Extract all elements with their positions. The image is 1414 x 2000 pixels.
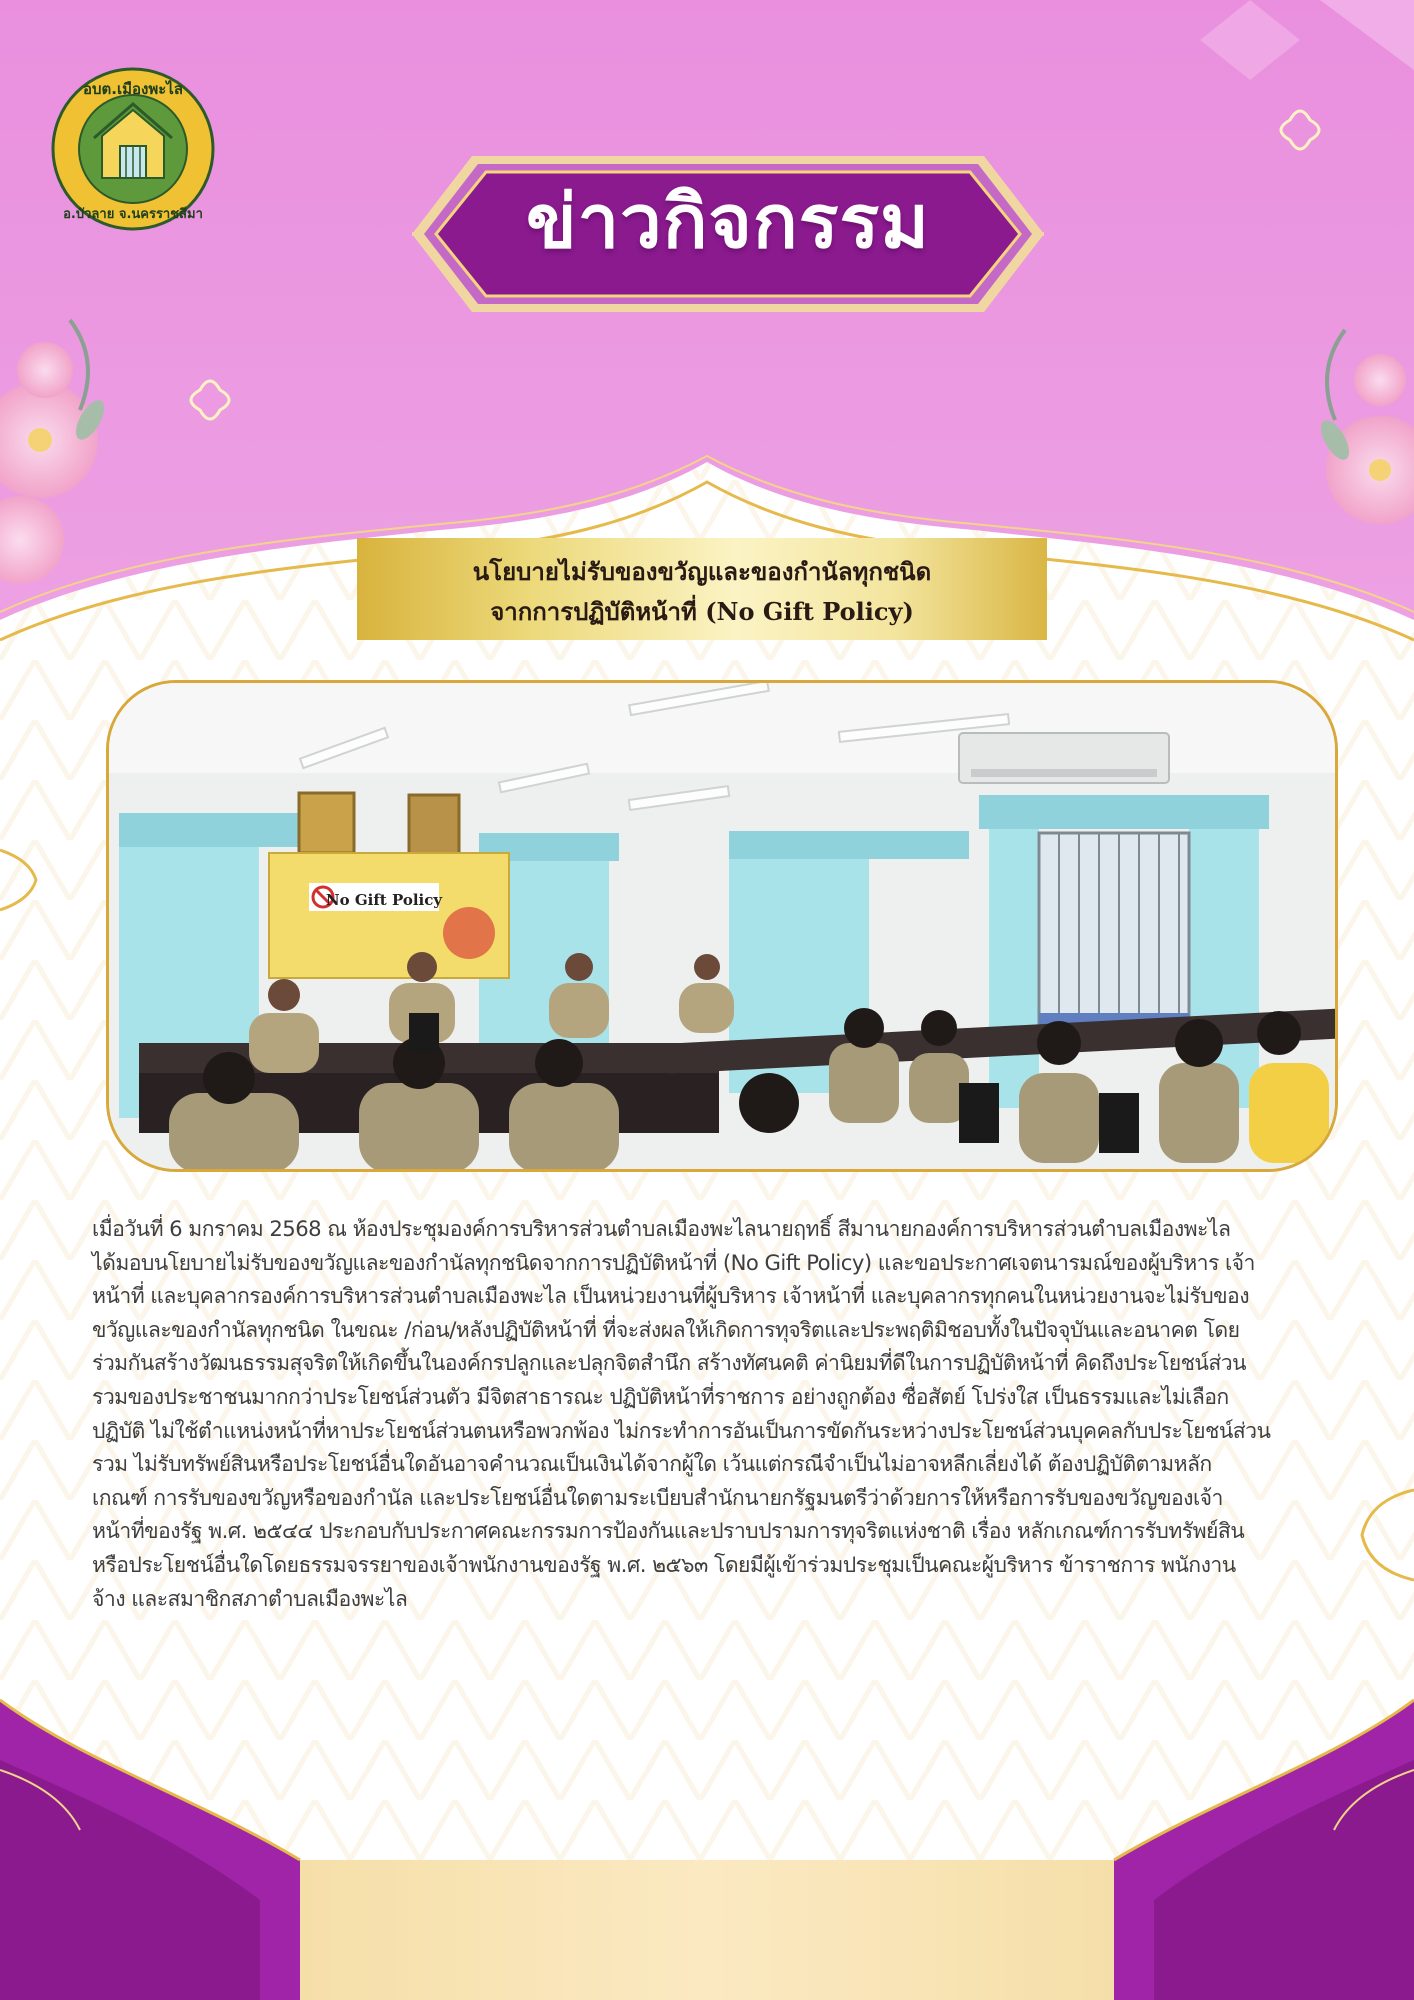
article-line: หน้าที่ และบุคลากรองค์การบริหารส่วนตำบลเมืองพะไล เป็นหน่วยงานที่ผู้บริหาร เจ้าหน้าที่ และบุคลากรทุกคนในหน่วยงานจะไม่รับของ <box>92 1283 1250 1309</box>
meeting-photo <box>106 680 1338 1172</box>
article-line: หน้าที่ของรัฐ พ.ศ. ๒๕๔๔ ประกอบกับประกาศคณะกรรมการป้องกันและปราบปรามการทุจริตแห่งชาติ เรื่อง หลักเกณฑ์การรับทรัพย์สิน <box>92 1518 1245 1544</box>
meeting-room-illustration <box>109 683 1335 1169</box>
article-line: ขวัญและของกำนัลทุกชนิด ในขณะ /ก่อน/หลังปฏิบัติหน้าที่ ที่จะส่งผลให้เกิดการทุจริตและประพฤติมิชอบทั้งในปัจจุบันและอนาคต โดย <box>92 1316 1240 1342</box>
subtitle-line-2: จากการปฏิบัติหน้าที่ (No Gift Policy) <box>490 597 914 626</box>
article-line: หรือประโยชน์อื่นใดโดยธรรมจรรยาของเจ้าพนักงานของรัฐ พ.ศ. ๒๕๖๓ โดยมีผู้เข้าร่วมประชุมเป็นคณะผู้บริหาร ข้าราชการ พนักงาน <box>92 1551 1236 1577</box>
article-line: รวมของประชาชนมากกว่าประโยชน์ส่วนตัว มีจิตสาธารณะ ปฏิบัติหน้าที่ราชการ อย่างถูกต้อง ซื่อสัตย์ โปร่งใส เป็นธรรมและไม่เลือก <box>92 1383 1229 1409</box>
logo-top-text: อบต.เมืองพะไล <box>83 80 183 98</box>
photo-banner-text: No Gift Policy <box>325 891 443 909</box>
subtitle-line-1: นโยบายไม่รับของขวัญและของกำนัลทุกชนิด <box>472 557 932 586</box>
page-title: ข่าวกิจกรรม <box>526 179 930 265</box>
article-body <box>92 1212 1350 1615</box>
article-line: เมื่อวันที่ 6 มกราคม 2568 ณ ห้องประชุมองค์การบริหารส่วนตำบลเมืองพะไลนายฤทธิ์ สีมานายกองค์การบริหารส่วนตำบลเมืองพะไล <box>92 1216 1231 1241</box>
article-line: ได้มอบนโยบายไม่รับของขวัญและของกำนัลทุกชนิดจากการปฏิบัติหน้าที่ (No Gift Policy) และขอประกาศเจตนารมณ์ของผู้บริหาร เจ้า <box>92 1249 1255 1275</box>
logo-bottom-text: อ.บัวลาย จ.นครราชสีมา <box>63 207 203 222</box>
article-line: จ้าง และสมาชิกสภาตำบลเมืองพะไล <box>92 1585 408 1611</box>
article-line: ร่วมกันสร้างวัฒนธรรมสุจริตให้เกิดขึ้นในองค์กรปลูกและปลุกจิตสำนึก สร้างทัศนคติ ค่านิยมที่ดีในการปฏิบัติหน้าที่ คิดถึงประโยชน์ส่วน <box>92 1350 1246 1376</box>
organization-logo <box>50 66 216 232</box>
article-line: เกณฑ์ การรับของขวัญหรือของกำนัล และประโยชน์อื่นใดตามระเบียบสำนักนายกรัฐมนตรีว่าด้วยการให้หรือการรับของขวัญของเจ้า <box>92 1484 1223 1510</box>
subtitle-banner <box>357 538 1047 640</box>
article-line: ปฏิบัติ ไม่ใช้ตำแหน่งหน้าที่หาประโยชน์ส่วนตนหรือพวกพ้อง ไม่กระทำการอันเป็นการขัดกันระหว่างประโยชน์ส่วนบุคคลกับประโยชน์ส่วน <box>92 1417 1271 1443</box>
article-line: รวม ไม่รับทรัพย์สินหรือประโยชน์อื่นใดอันอาจคำนวณเป็นเงินได้จากผู้ใด เว้นแต่กรณีจำเป็นไม่อาจหลีกเลี่ยงได้ ต้องปฏิบัติตามหลัก <box>92 1451 1212 1477</box>
